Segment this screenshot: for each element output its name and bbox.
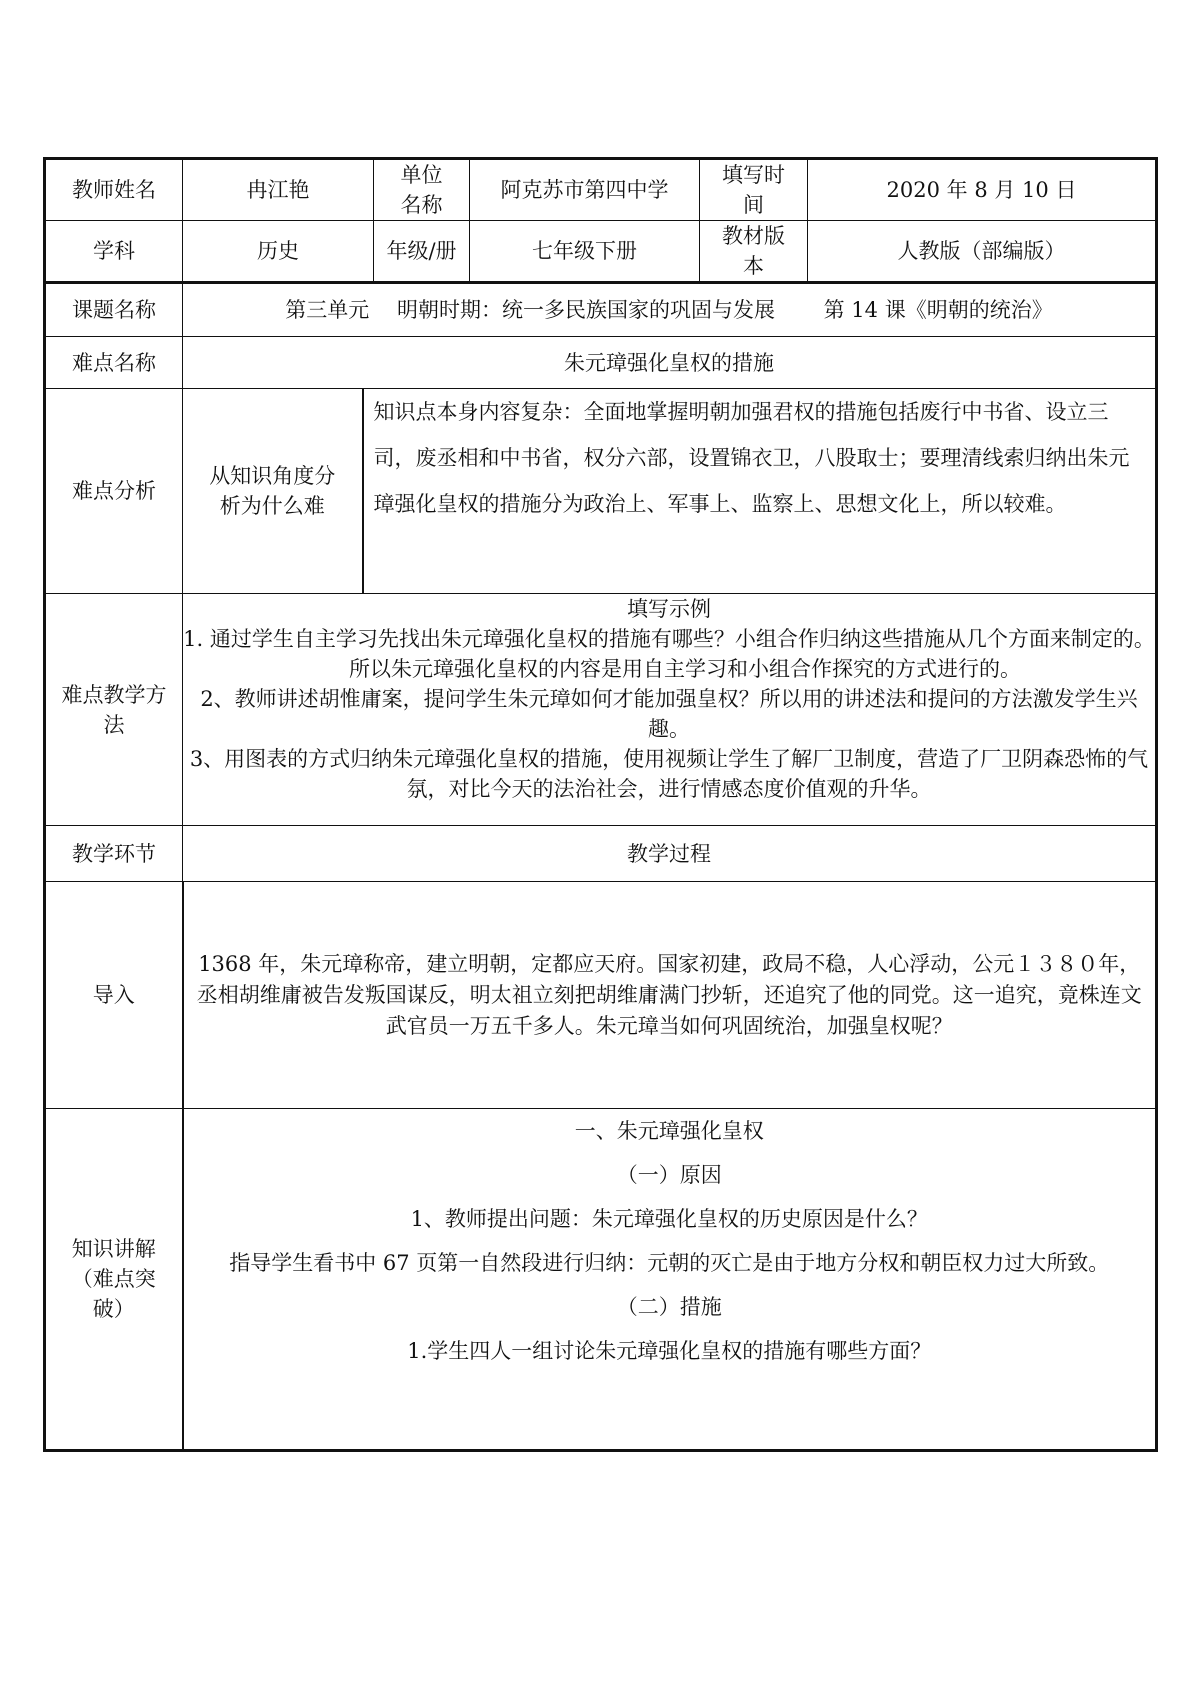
- difficulty-row: [45, 337, 1157, 389]
- analysis-text: 知识点本身内容复杂：全面地掌握明朝加强君权的措施包括废行中书省、设立三司，废丞相和中书省，权分六部，设置锦衣卫，八股取士；要理清线索归纳出朱元璋强化皇权的措施分为政治上、军事上、监察上、思想文化上，所以较难。: [373, 400, 1130, 516]
- teacher-value: 冉江艳: [183, 159, 374, 221]
- edition-label: 教材版本: [700, 221, 808, 283]
- method-heading: 填写示例: [627, 597, 711, 621]
- topic-value: 第三单元 明朝时期：统一多民族国家的巩固与发展 第 14 课《明朝的统治》: [183, 283, 1157, 337]
- method-item-2: 2、教师讲述胡惟庸案，提问学生朱元璋如何才能加强皇权？所以用的讲述法和提问的方法激发学生兴趣。: [200, 687, 1138, 741]
- intro-text: 1368 年，朱元璋称帝，建立明朝，定都应天府。国家初建，政局不稳，人心浮动，公元１３８０年，丞相胡维庸被告发叛国谋反，明太祖立刻把胡维庸满门抄斩，还追究了他的同党。这一追究，竟株连文武官员一万五千多人。朱元璋当如何巩固统治，加强皇权呢？: [196, 951, 1142, 1038]
- analysis-row: [45, 389, 1157, 594]
- knowledge-line-3: 1、教师提出问题：朱元璋强化皇权的历史原因是什么？: [410, 1207, 928, 1231]
- knowledge-line-1: 一、朱元璋强化皇权: [574, 1119, 764, 1143]
- header-row-2: [45, 221, 1157, 283]
- intro-cell: [183, 882, 1157, 1109]
- grade-value: 七年级下册: [470, 221, 700, 283]
- method-label: 难点教学方法: [45, 594, 183, 826]
- analysis-label: 难点分析: [45, 389, 183, 594]
- method-item-3: 3、用图表的方式归纳朱元璋强化皇权的措施，使用视频让学生了解厂卫制度，营造了厂卫阴森恐怖的气氛，对比今天的法治社会，进行情感态度价值观的升华。: [189, 747, 1149, 801]
- unit-value: 阿克苏市第四中学: [470, 159, 700, 221]
- analysis-text-cell: [363, 389, 1157, 594]
- header-row-1: [45, 159, 1157, 221]
- process-value: 教学过程: [183, 826, 1157, 882]
- subject-label: 学科: [45, 221, 183, 283]
- grade-label: 年级/册: [374, 221, 470, 283]
- topic-row: [45, 283, 1157, 337]
- process-header-row: [45, 826, 1157, 882]
- topic-label: 课题名称: [45, 283, 183, 337]
- knowledge-row: [45, 1109, 1157, 1451]
- intro-label: 导入: [45, 882, 183, 1109]
- knowledge-line-5: （二）措施: [616, 1295, 722, 1319]
- knowledge-line-2: （一）原因: [616, 1163, 722, 1187]
- knowledge-line-4: 指导学生看书中 67 页第一自然段进行归纳：元朝的灭亡是由于地方分权和朝臣权力过大所致。: [229, 1251, 1110, 1275]
- lesson-plan-table: [43, 157, 1158, 1452]
- knowledge-label: 知识讲解（难点突破）: [45, 1109, 183, 1451]
- analysis-sub-label: 从知识角度分析为什么难: [183, 389, 363, 594]
- method-content: [183, 594, 1157, 826]
- method-item-1: 1. 通过学生自主学习先找出朱元璋强化皇权的措施有哪些？小组合作归纳这些措施从几个方面来制定的。所以朱元璋强化皇权的内容是用自主学习和小组合作探究的方式进行的。: [183, 627, 1155, 681]
- subject-value: 历史: [183, 221, 374, 283]
- unit-label: 单位名称: [374, 159, 470, 221]
- date-value: 2020 年 8 月 10 日: [808, 159, 1157, 221]
- edition-value: 人教版（部编版）: [808, 221, 1157, 283]
- knowledge-content: [183, 1109, 1157, 1451]
- process-label: 教学环节: [45, 826, 183, 882]
- knowledge-line-6: 1.学生四人一组讨论朱元璋强化皇权的措施有哪些方面？: [407, 1339, 932, 1363]
- teacher-label: 教师姓名: [45, 159, 183, 221]
- difficulty-value: 朱元璋强化皇权的措施: [183, 337, 1157, 389]
- intro-row: [45, 882, 1157, 1109]
- method-row: [45, 594, 1157, 826]
- difficulty-label: 难点名称: [45, 337, 183, 389]
- date-label: 填写时间: [700, 159, 808, 221]
